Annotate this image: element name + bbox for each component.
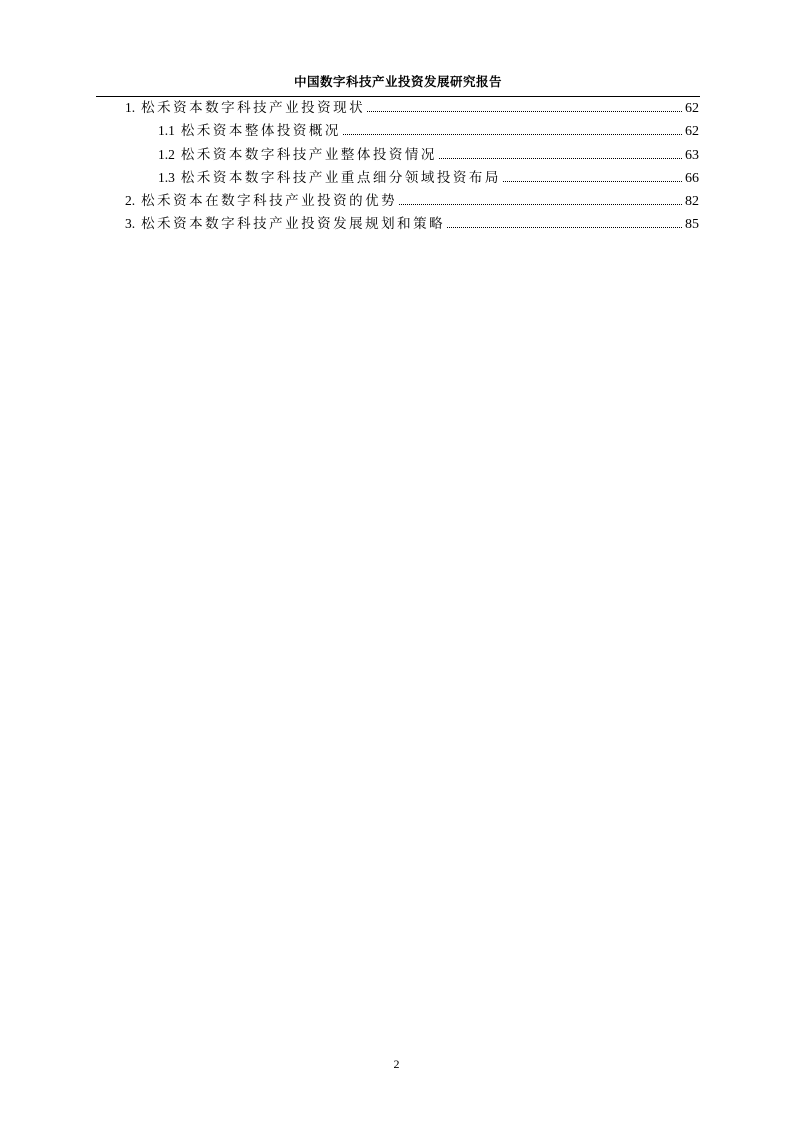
toc-entry-page: 63	[685, 147, 699, 163]
page-header-title: 中国数字科技产业投资发展研究报告	[293, 74, 502, 89]
toc-entry-1-1[interactable]	[125, 123, 699, 146]
toc-entry-3[interactable]	[125, 216, 699, 239]
toc-entry-title: 松禾资本数字科技产业整体投资情况	[180, 146, 437, 163]
toc-entry-number: 1.2	[158, 146, 175, 162]
toc-entry-page: 82	[685, 194, 699, 210]
toc-leader-dots	[503, 170, 682, 182]
toc-entry-page: 62	[685, 124, 699, 140]
toc-entry-number: 3.	[125, 216, 136, 232]
toc-entry-page: 66	[685, 170, 699, 186]
toc-entry-1-2[interactable]	[125, 147, 699, 170]
toc-entry-page: 62	[685, 101, 699, 116]
toc-leader-dots	[399, 193, 682, 205]
toc-leader-dots	[447, 216, 682, 228]
toc-entry-number: 1.	[125, 100, 136, 115]
toc-leader-dots	[343, 123, 682, 135]
toc-entry-title: 松禾资本数字科技产业重点细分领域投资布局	[180, 169, 501, 186]
page-number: 2	[393, 1057, 400, 1071]
toc-leader-dots	[439, 147, 682, 159]
toc-entry-page: 85	[685, 217, 699, 233]
toc-entry-title: 松禾资本整体投资概况	[180, 123, 341, 140]
header-divider	[96, 96, 700, 97]
toc-entry-title: 松禾资本数字科技产业投资发展规划和策略	[141, 216, 446, 233]
toc-leader-dots	[367, 100, 682, 112]
toc-entry-number: 1.3	[158, 169, 175, 185]
toc-entry-1[interactable]	[125, 100, 699, 123]
toc-entry-title: 松禾资本数字科技产业投资现状	[141, 100, 366, 116]
table-of-contents	[125, 100, 699, 240]
toc-entry-title: 松禾资本在数字科技产业投资的优势	[141, 193, 398, 210]
toc-entry-number: 2.	[125, 193, 136, 209]
toc-entry-2[interactable]	[125, 193, 699, 216]
toc-entry-number: 1.1	[158, 123, 175, 139]
toc-entry-1-3[interactable]	[125, 170, 699, 193]
